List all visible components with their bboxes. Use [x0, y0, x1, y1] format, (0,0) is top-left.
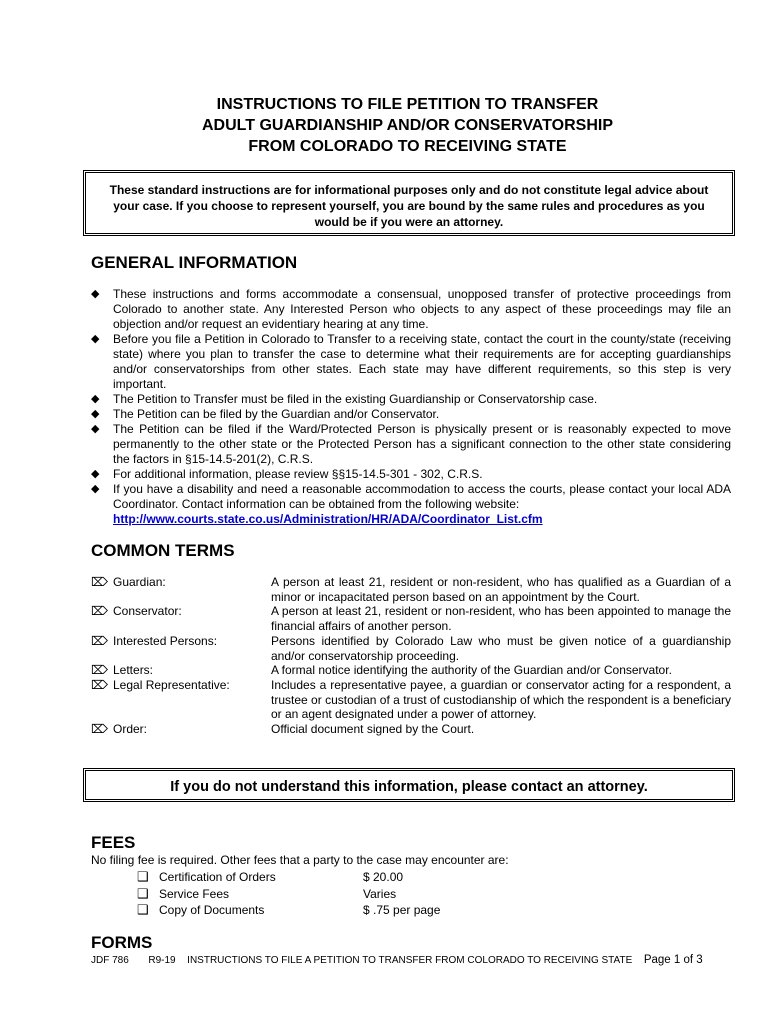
fee-item — [137, 902, 440, 919]
pointing-arrow-icon: ⌦ — [91, 604, 108, 619]
checkbox-icon: ❑ — [137, 885, 149, 901]
page-footer — [91, 954, 731, 967]
disclaimer-box — [83, 170, 735, 236]
term-definition: Official document signed by the Court. — [271, 722, 475, 737]
diamond-icon: ◆ — [91, 333, 100, 345]
pointing-arrow-icon: ⌦ — [91, 677, 108, 692]
form-id: JDF 786 — [91, 955, 129, 966]
form-revision: R9-19 — [148, 955, 176, 966]
pointing-arrow-icon: ⌦ — [91, 722, 108, 737]
pointing-arrow-icon: ⌦ — [91, 633, 108, 648]
diamond-icon: ◆ — [91, 393, 100, 405]
term-guardian — [91, 575, 731, 604]
forms-heading: FORMS — [91, 933, 153, 952]
diamond-icon: ◆ — [91, 483, 100, 495]
fee-name: Copy of Documents — [159, 903, 265, 917]
fee-amount: Varies — [363, 886, 397, 901]
disclaimer-text: These standard instructions are for informational purposes only and do not constitute legal advice about your case. If you choose to represent yourself, you are bound by the same rules and procedures as you would be if you were an attorney. — [109, 183, 709, 229]
list-item: ◆ The Petition to Transfer must be filed in the existing Guardianship or Conservatorship case. — [91, 392, 598, 406]
fees-intro: No filing fee is required. Other fees that a party to the case may encounter are: — [91, 853, 509, 867]
term-definition: Persons identified by Colorado Law who must be given notice of a guardianship and/or conservatorship proceeding. — [271, 633, 731, 663]
term-order — [91, 722, 731, 737]
fees-list — [137, 869, 440, 919]
fee-item — [137, 869, 440, 886]
ada-coordinator-link[interactable]: http://www.courts.state.co.us/Administration/HR/ADA/Coordinator_List.cfm — [113, 512, 543, 526]
term-definition: A formal notice identifying the authority of the Guardian and/or Conservator. — [271, 663, 672, 678]
general-information-list — [91, 287, 731, 527]
term-conservator — [91, 604, 731, 633]
term-name: Legal Representative: — [113, 677, 230, 692]
page-number: Page 1 of 3 — [643, 954, 703, 966]
list-item: ◆ The Petition can be filed by the Guardian and/or Conservator. — [91, 407, 440, 421]
pointing-arrow-icon: ⌦ — [91, 663, 108, 678]
term-name: Conservator: — [113, 604, 182, 619]
list-item: ◆ Before you file a Petition in Colorado to Transfer to a receiving state, contact the court in the county/state (receiving state) where you plan to transfer the case to determine what their requirements are for accepting guardianships and/or conservatorships from other states. Each state may have different requirements, so this step is very important. — [91, 332, 731, 391]
common-terms-heading: COMMON TERMS — [91, 541, 235, 560]
diamond-icon: ◆ — [91, 408, 100, 420]
term-definition: A person at least 21, resident or non-resident, who has qualified as a Guardian of a minor or incapacitated person based on an appointment by the Court. — [271, 575, 731, 604]
term-name: Order: — [113, 722, 148, 737]
title-line: INSTRUCTIONS TO FILE PETITION TO TRANSFER — [216, 96, 599, 113]
term-name: Letters: — [113, 663, 154, 678]
term-name: Interested Persons: — [113, 633, 218, 648]
term-definition: Includes a representative payee, a guardian or conservator acting for a respondent, a trustee or custodian of a trust of custodianship of which the respondent is a beneficiary or an agent designated under a power of attorney. — [271, 677, 731, 722]
general-information-heading: GENERAL INFORMATION — [91, 253, 298, 272]
term-legal-representative — [91, 678, 731, 722]
list-item: ◆ If you have a disability and need a reasonable accommodation to access the courts, please contact your local ADA Coordinator. Contact information can be obtained from the following website: http://www.courts.state.co.us/Administration/HR/ADA/Coordinator_List.cfm — [91, 482, 731, 526]
common-terms-list — [91, 575, 731, 737]
list-item: ◆ These instructions and forms accommodate a consensual, unopposed transfer of protective proceedings from Colorado to another state. Any Interested Person who objects to any aspect of these proceedings may file an objection and/or request an evidentiary hearing at any time. — [91, 287, 731, 331]
list-item: ◆ For additional information, please review §§15-14.5-301 - 302, C.R.S. — [91, 467, 483, 481]
term-definition: A person at least 21, resident or non-resident, who has been appointed to manage the financial affairs of another person. — [271, 604, 731, 634]
term-name: Guardian: — [113, 575, 166, 589]
fee-name: Service Fees — [159, 886, 230, 901]
fees-heading: FEES — [91, 833, 136, 852]
checkbox-icon: ❑ — [137, 902, 149, 917]
term-interested-persons — [91, 634, 731, 663]
term-letters — [91, 663, 731, 678]
checkbox-icon: ❑ — [137, 869, 149, 884]
fee-amount: $ .75 per page — [363, 903, 441, 917]
diamond-icon: ◆ — [91, 468, 100, 480]
document-title — [80, 94, 735, 157]
title-line: FROM COLORADO TO RECEIVING STATE — [248, 138, 567, 155]
fee-amount: $ 20.00 — [363, 870, 404, 884]
contact-attorney-text: If you do not understand this information, please contact an attorney. — [170, 779, 648, 795]
pointing-arrow-icon: ⌦ — [91, 575, 108, 589]
list-item: ◆ The Petition can be filed if the Ward/Protected Person is physically present or is reasonably expected to move permanently to the other state or the Protected Person has a significant connection to the other state considering the factors in §15-14.5-201(2), C.R.S. — [91, 422, 731, 466]
fee-name: Certification of Orders — [159, 870, 276, 884]
fee-item — [137, 886, 440, 903]
diamond-icon: ◆ — [91, 423, 100, 435]
title-line: ADULT GUARDIANSHIP AND/OR CONSERVATORSHIP — [202, 117, 613, 134]
diamond-icon: ◆ — [91, 288, 100, 300]
footer-title: INSTRUCTIONS TO FILE A PETITION TO TRANSFER FROM COLORADO TO RECEIVING STATE — [187, 955, 633, 966]
contact-attorney-box — [83, 768, 735, 802]
